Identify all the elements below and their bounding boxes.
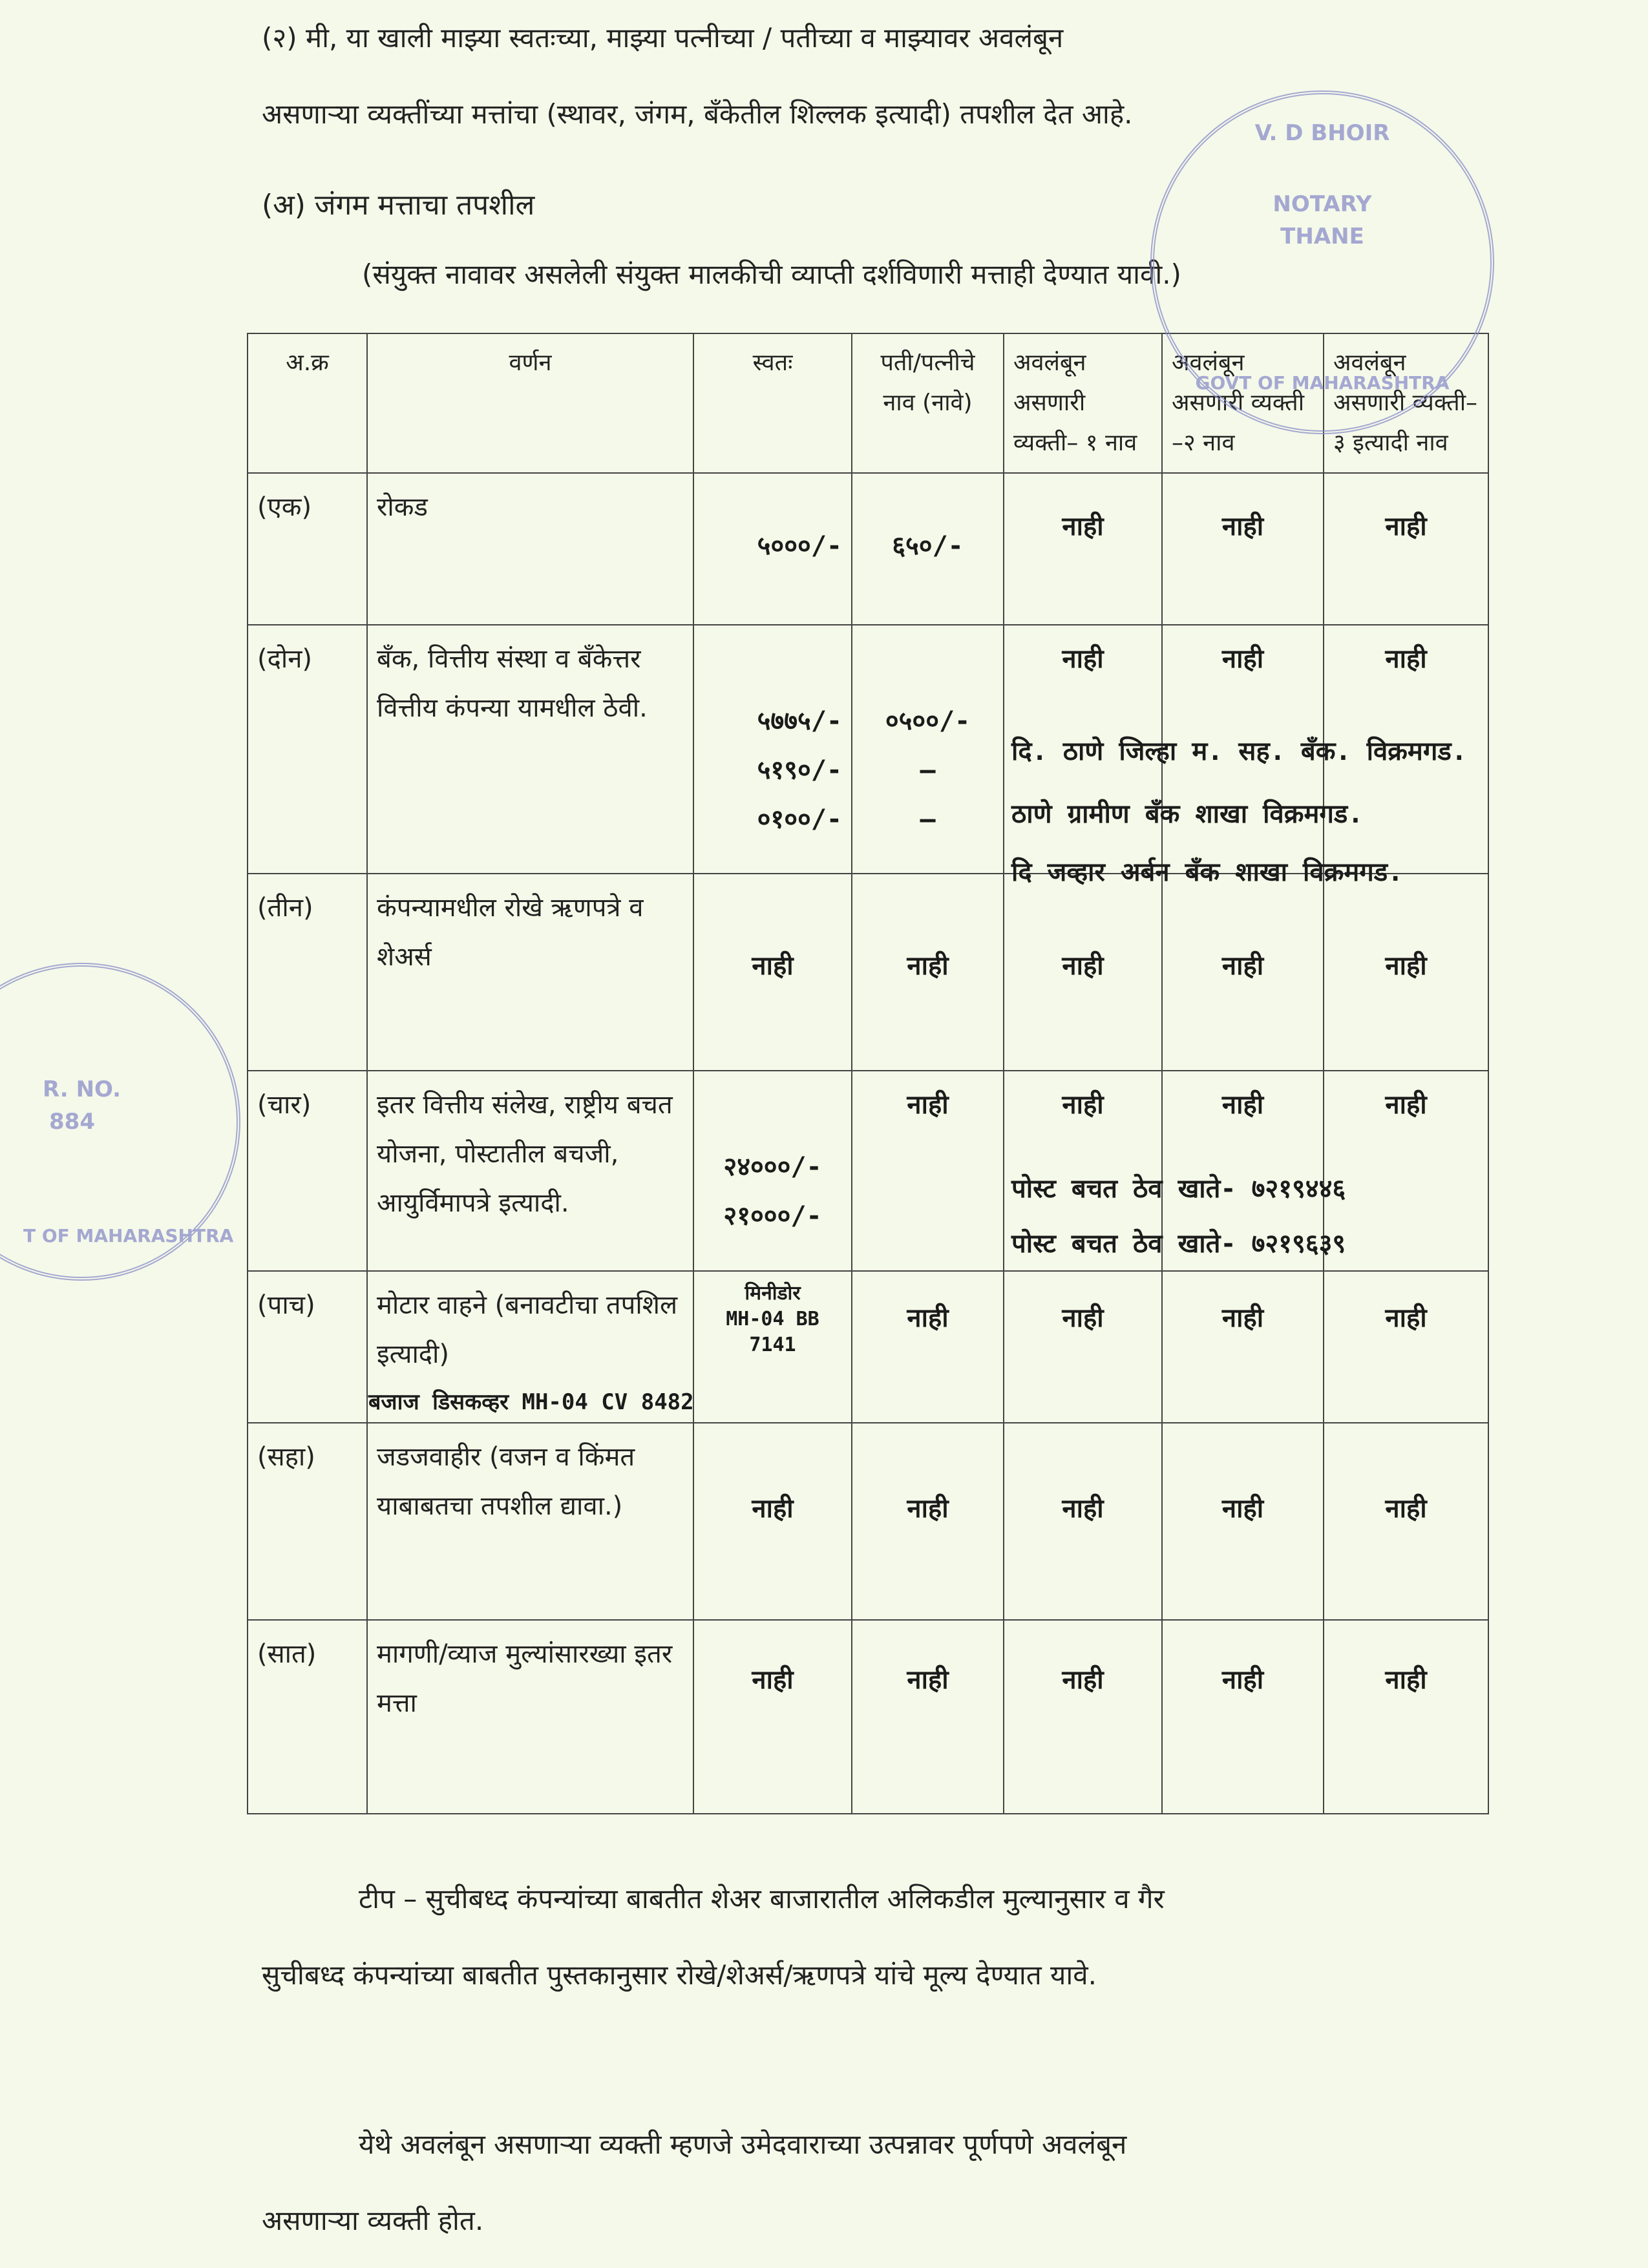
row-number: (तीन) bbox=[248, 874, 367, 1071]
self-value bbox=[693, 473, 852, 625]
handwritten-value: 7141 bbox=[749, 1334, 796, 1356]
handwritten-value: नाही bbox=[1221, 1090, 1264, 1120]
notary-stamp bbox=[1150, 90, 1494, 434]
handwritten-value: नाही bbox=[907, 1303, 949, 1333]
row-description: जडजवाहीर (वजन व किंमत याबाबतचा तपशील द्यावा.) bbox=[367, 1423, 693, 1620]
post-savings-line: पोस्ट बचत ठेव खाते- ७२१९६३९ bbox=[1011, 1229, 1346, 1259]
handwritten-value: नाही bbox=[1221, 951, 1264, 981]
intro-line-1: (२) मी, या खाली माझ्या स्वतःच्या, माझ्या पत्नीच्या / पतीच्या व माझ्यावर अवलंबून bbox=[262, 22, 1064, 54]
handwritten-value: नाही bbox=[907, 951, 949, 981]
handwritten-value: नाही bbox=[1062, 1090, 1104, 1120]
stamp-line: 884 bbox=[49, 1109, 95, 1135]
handwritten-value: MH-04 BB bbox=[726, 1308, 819, 1330]
table-row bbox=[248, 1423, 1488, 1620]
header-dependent-2: अवलंबून असणारी व्यक्ती –२ नाव bbox=[1162, 333, 1324, 473]
dependent-1-value bbox=[1004, 1423, 1162, 1620]
handwritten-value: नाही bbox=[752, 951, 794, 981]
bank-account-line: दि जव्हार अर्बन बँक शाखा विक्रमगड. bbox=[1011, 857, 1404, 887]
handwritten-value: नाही bbox=[907, 1665, 949, 1695]
header-serial: अ.क्र bbox=[248, 333, 367, 473]
stamp-line: R. NO. bbox=[43, 1076, 121, 1102]
handwritten-value: नाही bbox=[1062, 1303, 1104, 1333]
handwritten-value: नाही bbox=[907, 1494, 949, 1524]
dependent-3-value bbox=[1324, 1271, 1488, 1423]
header-dependent-3: अवलंबून असणारी व्यक्ती–३ इत्यादी नाव bbox=[1324, 333, 1488, 473]
row-number: (सहा) bbox=[248, 1423, 367, 1620]
row-description: मागणी/व्याज मुल्यांसारख्या इतर मत्ता bbox=[367, 1620, 693, 1814]
self-value bbox=[693, 625, 852, 874]
row-number: (पाच) bbox=[248, 1271, 367, 1423]
stamp-line: GOVT OF MAHARASHTRA bbox=[1195, 372, 1450, 394]
footnote-line-1: टीप – सुचीबध्द कंपन्यांच्या बाबतीत शेअर बाजारातील अलिकडील मुल्यानुसार व गैर bbox=[359, 1883, 1165, 1915]
intro-line-2: असणाऱ्या व्यक्तींच्या मत्तांचा (स्थावर, जंगम, बँकेतील शिल्लक इत्यादी) तपशील देत आहे. bbox=[262, 98, 1133, 130]
handwritten-value: नाही bbox=[1062, 644, 1104, 674]
row-description: रोकड bbox=[367, 473, 693, 625]
handwritten-value: नाही bbox=[1221, 1665, 1264, 1695]
table-row bbox=[248, 1620, 1488, 1814]
row-description: इतर वित्तीय संलेख, राष्ट्रीय बचत योजना, पोस्टातील बचजी, आयुर्विमापत्रे इत्यादी. bbox=[367, 1071, 693, 1271]
spouse-value bbox=[852, 473, 1004, 625]
self-value bbox=[693, 1271, 852, 1423]
handwritten-value: नाही bbox=[1385, 1303, 1427, 1333]
handwritten-value: ६५०/- bbox=[892, 531, 964, 561]
handwritten-value: ५१९०/- bbox=[757, 755, 842, 785]
self-value bbox=[693, 1071, 852, 1271]
header-dependent-1: अवलंबून असणारी व्यक्ती– १ नाव bbox=[1004, 333, 1162, 473]
spouse-value bbox=[852, 874, 1004, 1071]
handwritten-value: नाही bbox=[1385, 951, 1427, 981]
dependent-definition-paragraph bbox=[262, 2106, 1454, 2259]
row-number: (चार) bbox=[248, 1071, 367, 1271]
dependent-1-value bbox=[1004, 874, 1162, 1071]
handwritten-value: नाही bbox=[1221, 512, 1264, 541]
dependent-1-value bbox=[1004, 473, 1162, 625]
handwritten-value: २१०००/- bbox=[723, 1201, 822, 1231]
dependent-3-value bbox=[1324, 1423, 1488, 1620]
handwritten-value: नाही bbox=[1062, 512, 1104, 541]
self-value bbox=[693, 1423, 852, 1620]
row-number: (सात) bbox=[248, 1620, 367, 1814]
header-spouse: पती/पत्नीचे नाव (नावे) bbox=[852, 333, 1004, 473]
handwritten-value: नाही bbox=[752, 1665, 794, 1695]
handwritten-value: नाही bbox=[1221, 1303, 1264, 1333]
footnote-line-2: सुचीबध्द कंपन्यांच्या बाबतीत पुस्तकानुसार रोखे/शेअर्स/ऋणपत्रे यांचे मूल्य देण्यात यावे. bbox=[262, 1959, 1097, 1991]
bank-account-line: दि. ठाणे जिल्हा म. सह. बँक. विक्रमगड. bbox=[1011, 737, 1467, 766]
handwritten-value: नाही bbox=[1221, 644, 1264, 674]
handwritten-value: — bbox=[920, 804, 936, 834]
handwritten-value: २४०००/- bbox=[723, 1152, 822, 1182]
dependent-1-value bbox=[1004, 1271, 1162, 1423]
handwritten-value: नाही bbox=[1062, 1665, 1104, 1695]
notary-stamp-partial bbox=[0, 963, 240, 1281]
spouse-value bbox=[852, 1620, 1004, 1814]
dependent-2-value bbox=[1162, 1423, 1324, 1620]
stamp-line: THANE bbox=[1280, 224, 1364, 249]
dependent-2-value bbox=[1162, 1620, 1324, 1814]
handwritten-value: नाही bbox=[1385, 1665, 1427, 1695]
stamp-name: V. D BHOIR bbox=[1254, 120, 1390, 146]
dependent-line-1: येथे अवलंबून असणाऱ्या व्यक्ती म्हणजे उमेदवाराच्या उत्पन्नावर पूर्णपणे अवलंबून bbox=[359, 2128, 1127, 2160]
handwritten-value: नाही bbox=[1385, 512, 1427, 541]
handwritten-value: नाही bbox=[1062, 1494, 1104, 1524]
dependent-line-2: असणाऱ्या व्यक्ती होत. bbox=[262, 2205, 484, 2236]
dependent-3-value bbox=[1324, 473, 1488, 625]
handwritten-value: नाही bbox=[1221, 1494, 1264, 1524]
footnote-paragraph bbox=[262, 1861, 1454, 2013]
row-number: (दोन) bbox=[248, 625, 367, 874]
section-note: (संयुक्त नावावर असलेली संयुक्त मालकीची व्याप्ती दर्शविणारी मत्ताही देण्यात यावी.) bbox=[362, 258, 1181, 290]
spouse-value bbox=[852, 1071, 1004, 1271]
handwritten-value: नाही bbox=[752, 1494, 794, 1524]
handwritten-value: नाही bbox=[1385, 644, 1427, 674]
dependent-3-value bbox=[1324, 874, 1488, 1071]
handwritten-value: ५७७५/- bbox=[757, 706, 842, 736]
spouse-value bbox=[852, 1271, 1004, 1423]
row-description: बँक, वित्तीय संस्था व बँकेत्तर वित्तीय कंपन्या यामधील ठेवी. bbox=[367, 625, 693, 874]
spouse-value bbox=[852, 625, 1004, 874]
handwritten-value: नाही bbox=[1385, 1494, 1427, 1524]
handwritten-value: — bbox=[920, 755, 936, 785]
handwritten-value: नाही bbox=[1385, 1090, 1427, 1120]
dependent-1-value bbox=[1004, 1620, 1162, 1814]
self-value bbox=[693, 1620, 852, 1814]
stamp-line: T OF MAHARASHTRA bbox=[23, 1225, 234, 1246]
dependent-3-value bbox=[1324, 1620, 1488, 1814]
section-title: (अ) जंगम मत्ताचा तपशील bbox=[262, 189, 535, 222]
vehicle-line: बजाज डिसकव्हर MH-04 CV 8482 bbox=[368, 1389, 694, 1415]
spouse-value bbox=[852, 1423, 1004, 1620]
header-description: वर्णन bbox=[367, 333, 693, 473]
stamp-line: NOTARY bbox=[1273, 191, 1372, 217]
handwritten-value: ०१००/- bbox=[757, 804, 842, 834]
dependent-3-value bbox=[1324, 1071, 1488, 1271]
handwritten-value: ०५००/- bbox=[885, 706, 971, 736]
dependent-2-value bbox=[1162, 1271, 1324, 1423]
self-value bbox=[693, 874, 852, 1071]
bank-account-line: ठाणे ग्रामीण बँक शाखा विक्रमगड. bbox=[1011, 799, 1364, 829]
row-description: कंपन्यामधील रोखे ऋणपत्रे व शेअर्स bbox=[367, 874, 693, 1071]
row-number: (एक) bbox=[248, 473, 367, 625]
handwritten-value: नाही bbox=[1062, 951, 1104, 981]
table-row bbox=[248, 473, 1488, 625]
movable-assets-table bbox=[247, 333, 1489, 1814]
handwritten-value: मिनीडोर bbox=[745, 1282, 801, 1305]
header-self: स्वतः bbox=[693, 333, 852, 473]
post-savings-line: पोस्ट बचत ठेव खाते- ७२१९४४६ bbox=[1011, 1174, 1346, 1204]
row-description: मोटार वाहने (बनावटीचा तपशिल इत्यादी) bbox=[367, 1271, 693, 1423]
table-row bbox=[248, 874, 1488, 1071]
dependent-2-value bbox=[1162, 473, 1324, 625]
dependent-2-value bbox=[1162, 874, 1324, 1071]
handwritten-value: ५०००/- bbox=[757, 531, 842, 561]
handwritten-value: नाही bbox=[907, 1090, 949, 1120]
